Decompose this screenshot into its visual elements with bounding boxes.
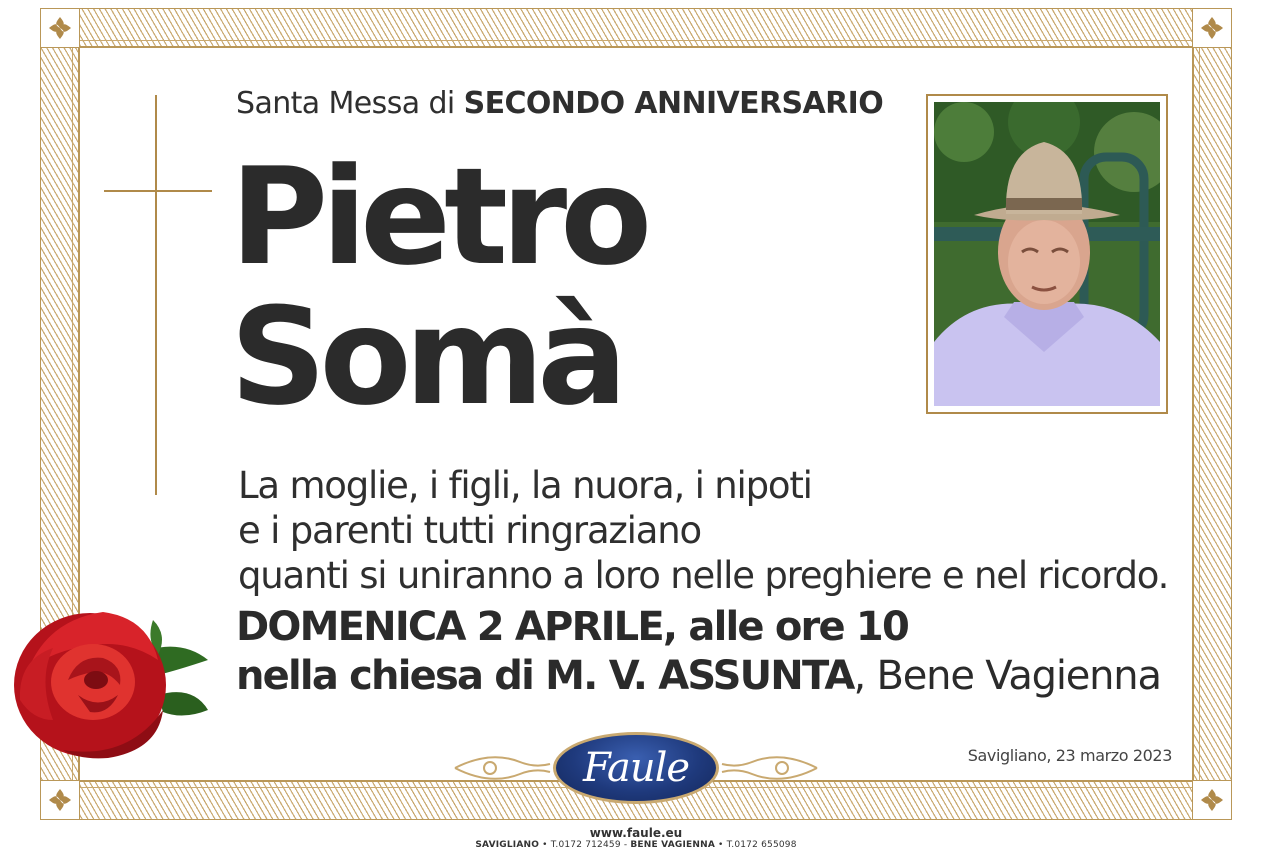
cross-icon [155, 95, 157, 495]
corner-ornament-icon [40, 780, 80, 820]
headline-anniversary: SECONDO ANNIVERSARIO [463, 86, 884, 121]
last-name: Somà [230, 279, 621, 435]
office2-phone: T.0172 655098 [726, 840, 797, 850]
event-date-time: DOMENICA 2 APRILE, alle ore 10 [236, 604, 908, 650]
message-line: quanti si uniranno a loro nelle preghiere e nel ricordo. [238, 554, 1169, 597]
corner-ornament-icon [40, 8, 80, 48]
corner-ornament-icon [1192, 8, 1232, 48]
headline [236, 86, 883, 121]
contacts-separator: - [623, 840, 628, 850]
cross-icon-bar [104, 190, 212, 192]
message-line: La moglie, i figli, la nuora, i nipoti [238, 464, 812, 507]
portrait-frame [926, 94, 1168, 414]
logo-text: Faule [582, 745, 690, 791]
headline-prefix: Santa Messa di [236, 86, 455, 121]
message-line: e i parenti tutti ringraziano [238, 509, 701, 552]
office1-city: SAVIGLIANO [475, 840, 540, 850]
event-location [236, 653, 1161, 699]
website-link[interactable]: www.faule.eu [589, 826, 683, 840]
brand-logo-area [450, 730, 822, 806]
event-church: nella chiesa di M. V. ASSUNTA [236, 653, 854, 699]
portrait-photo [934, 102, 1160, 406]
office2-city: BENE VAGIENNA [630, 840, 715, 850]
corner-ornament-icon [1192, 780, 1232, 820]
faule-logo[interactable] [553, 732, 719, 804]
first-name: Pietro [230, 139, 646, 295]
event-town: , Bene Vagienna [853, 653, 1161, 699]
footer-contacts: SAVIGLIANO • T.0172 712459 - BENE VAGIENNA • T.0172 655098 [475, 840, 797, 850]
office1-phone: T.0172 712459 [550, 840, 621, 850]
rose-icon [8, 600, 213, 765]
place-date: Savigliano, 23 marzo 2023 [967, 746, 1172, 765]
